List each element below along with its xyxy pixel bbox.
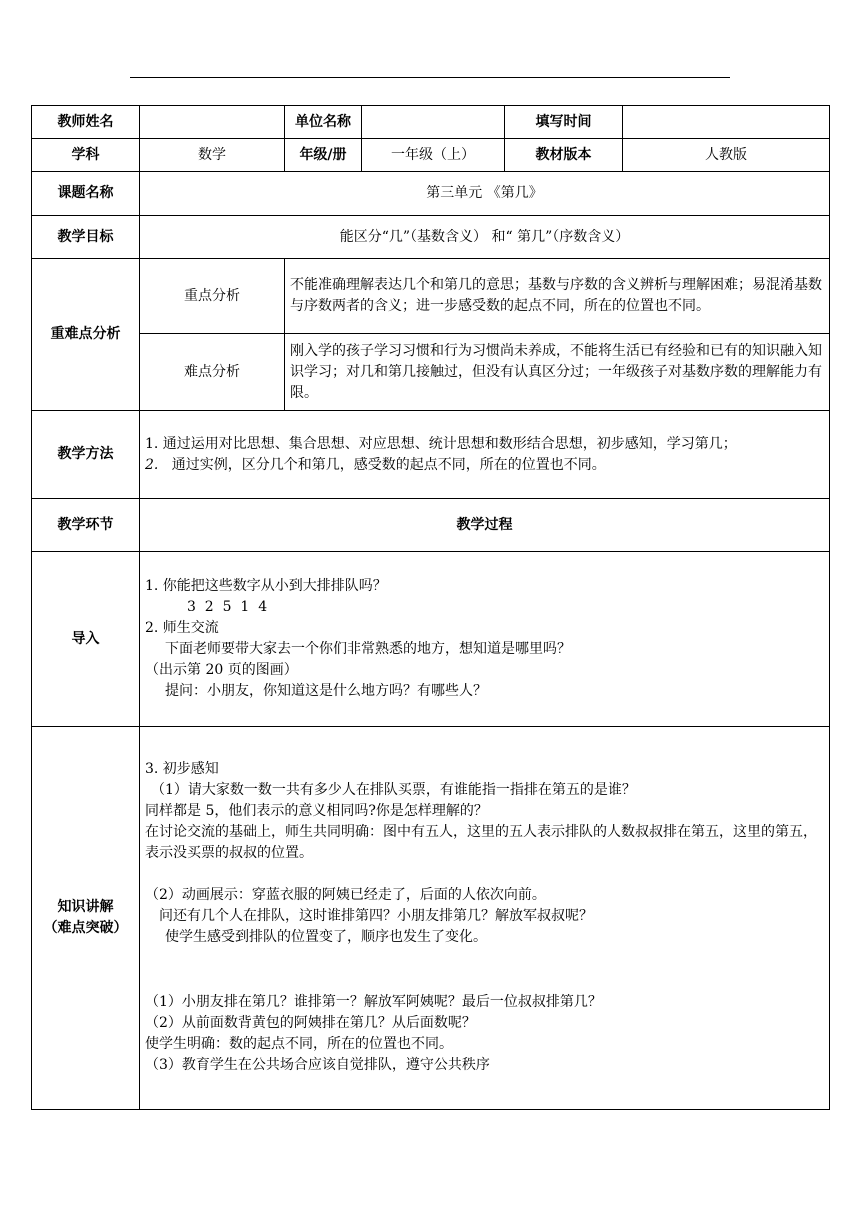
intro-line: 3 2 5 1 4 [187, 599, 268, 615]
row-process-header [32, 499, 830, 552]
subject-value: 数学 [140, 139, 285, 172]
knowledge-line: 使学生明确：数的起点不同，所在的位置也不同。 [145, 1036, 453, 1052]
method-line-2-number: 2. [145, 456, 159, 473]
intro-line: （出示第 20 页的图画） [145, 662, 298, 678]
knowledge-line: （1）小朋友排在第几？谁排第一？解放军阿姨呢？最后一位叔叔排第几？ [145, 994, 602, 1010]
lesson-title-value: 第三单元 《第几》 [140, 172, 830, 216]
knowledge-content [140, 727, 830, 1110]
knowledge-label-line-1: 知识讲解 [57, 899, 114, 915]
grade-value: 一年级（上） [362, 139, 505, 172]
key-analysis-label: 重点分析 [140, 259, 285, 334]
knowledge-label [32, 727, 140, 1110]
row-key-analysis [32, 259, 830, 334]
row-intro [32, 552, 830, 727]
knowledge-line: （3）教育学生在公共场合应该自觉排队，遵守公共秩序 [145, 1057, 490, 1073]
teaching-method-label: 教学方法 [32, 411, 140, 499]
teacher-name-value [140, 106, 285, 139]
knowledge-line: （1）请大家数一数一共有多少人在排队买票，有谁能指一指排在第五的是谁？ [151, 782, 636, 798]
teacher-name-label: 教师姓名 [32, 106, 140, 139]
grade-label: 年级/册 [285, 139, 362, 172]
unit-name-value [362, 106, 505, 139]
row-knowledge [32, 727, 830, 1110]
row-lesson-title [32, 172, 830, 216]
knowledge-line: 在讨论交流的基础上，师生共同明确：图中有五人，这里的五人表示排队的人数叔叔排在第五，这里的第五，表示没买票的叔叔的位置。 [145, 824, 817, 861]
teaching-stage-label: 教学环节 [32, 499, 140, 552]
knowledge-line: 使学生感受到排队的位置变了，顺序也发生了变化。 [165, 929, 487, 945]
difficult-analysis-label: 难点分析 [140, 334, 285, 411]
lesson-title-label: 课题名称 [32, 172, 140, 216]
teaching-goal-value: 能区分“几”（基数含义） 和“ 第几”（序数含义） [140, 216, 830, 259]
fill-date-label: 填写时间 [505, 106, 623, 139]
lesson-plan-table [31, 105, 830, 1110]
analysis-label: 重难点分析 [32, 259, 140, 411]
method-line-2 [145, 455, 824, 476]
intro-line: 2. 师生交流 [145, 620, 219, 636]
fill-date-value [623, 106, 830, 139]
row-teaching-method [32, 411, 830, 499]
knowledge-line: 问还有几个人在排队，这时谁排第四？小朋友排第几？解放军叔叔呢？ [159, 908, 593, 924]
row-difficult-analysis [32, 334, 830, 411]
intro-content [140, 552, 830, 727]
key-analysis-text: 不能准确理解表达几个和第几的意思；基数与序数的含义辨析与理解困难；易混淆基数与序数两者的含义；进一步感受数的起点不同，所在的位置也不同。 [285, 259, 830, 334]
teaching-process-label: 教学过程 [140, 499, 830, 552]
teaching-goal-label: 教学目标 [32, 216, 140, 259]
edition-label: 教材版本 [505, 139, 623, 172]
row-subject [32, 139, 830, 172]
knowledge-label-line-2: （难点突破） [43, 920, 128, 936]
intro-line: 1. 你能把这些数字从小到大排排队吗？ [145, 578, 387, 594]
row-teaching-goal [32, 216, 830, 259]
intro-line: 下面老师要带大家去一个你们非常熟悉的地方，想知道是哪里吗？ [165, 641, 571, 657]
row-teacher-info [32, 106, 830, 139]
knowledge-line: （2）动画展示：穿蓝衣服的阿姨已经走了，后面的人依次向前。 [145, 887, 546, 903]
edition-value: 人教版 [623, 139, 830, 172]
unit-name-label: 单位名称 [285, 106, 362, 139]
method-line-1: 1. 通过运用对比思想、集合思想、对应思想、统计思想和数形结合思想，初步感知，学习第几； [145, 435, 737, 452]
difficult-analysis-text: 刚入学的孩子学习习惯和行为习惯尚未养成，不能将生活已有经验和已有的知识融入知识学习；对几和第几接触过，但没有认真区分过；一年级孩子对基数序数的理解能力有限。 [285, 334, 830, 411]
knowledge-line: 3. 初步感知 [145, 761, 219, 777]
knowledge-line: （2）从前面数背黄包的阿姨排在第几？从后面数呢？ [145, 1015, 476, 1031]
method-line-2-text: 通过实例，区分几个和第几，感受数的起点不同，所在的位置也不同。 [171, 456, 606, 473]
subject-label: 学科 [32, 139, 140, 172]
header-rule [130, 77, 730, 78]
knowledge-line: 同样都是 5，他们表示的意义相同吗?你是怎样理解的？ [145, 803, 488, 819]
intro-label: 导入 [32, 552, 140, 727]
teaching-method-content [140, 411, 830, 499]
intro-line: 提问：小朋友，你知道这是什么地方吗？有哪些人？ [165, 683, 487, 699]
